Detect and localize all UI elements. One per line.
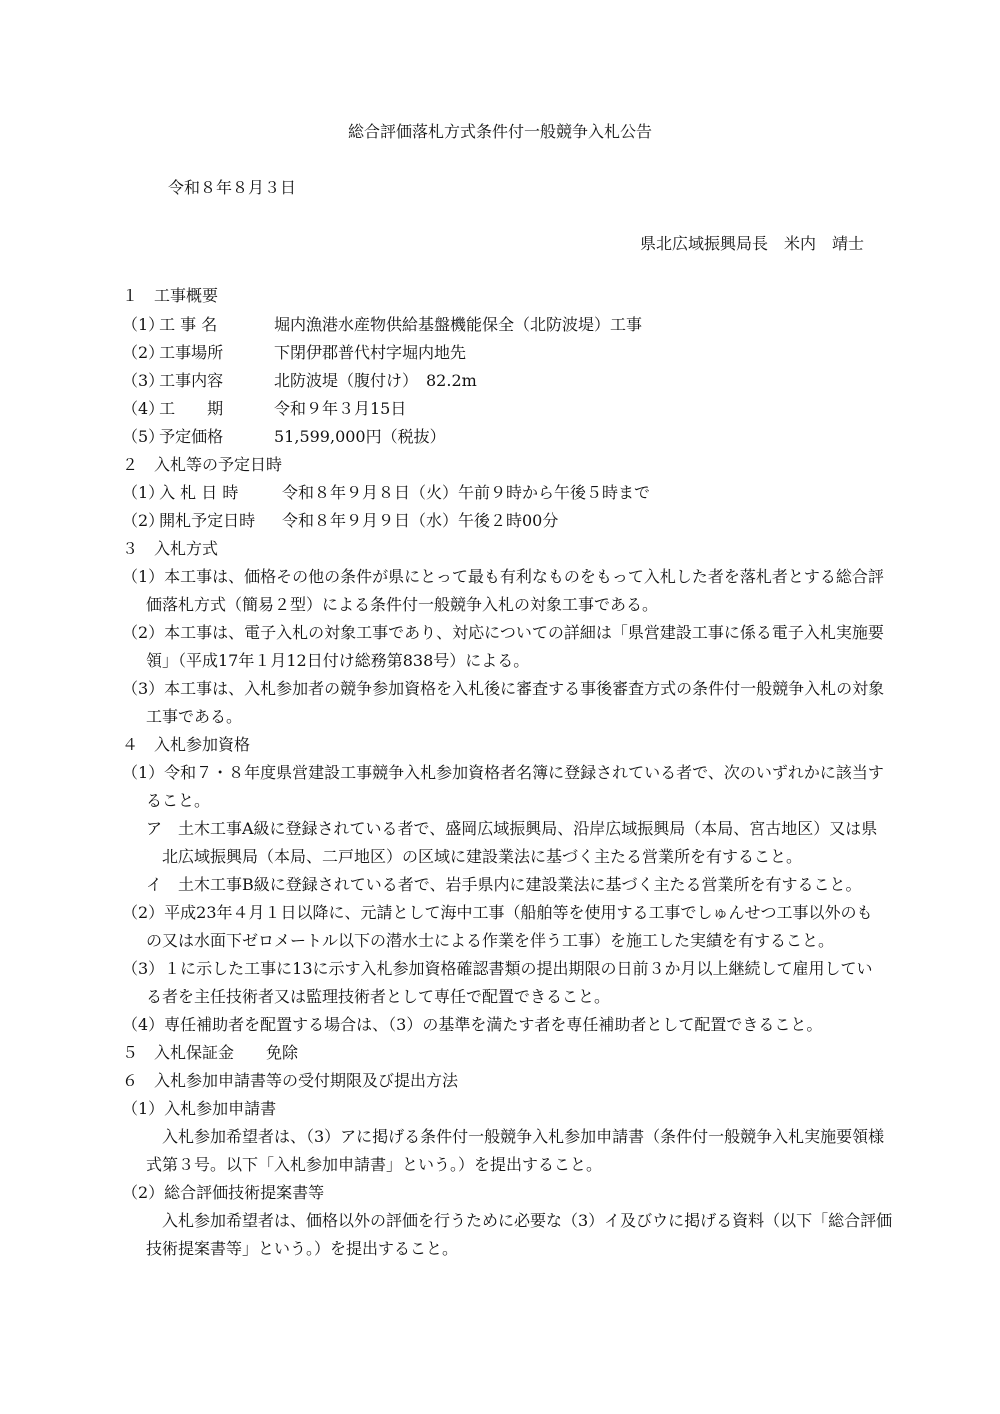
s3-para-3-line-2: 工事である。: [146, 707, 243, 726]
s4-para-3-line-2: る者を主任技術者又は監理技術者として専任で配置できること。: [146, 987, 611, 1006]
s3-para-2-line-1: （2）本工事は、電子入札の対象工事であり、対応についての詳細は「県営建設工事に係る電子入札実施要: [122, 623, 884, 642]
s1-item-5: [122, 427, 882, 447]
item-label: 開札予定日時: [159, 511, 256, 530]
item-label: 工事場所: [159, 343, 224, 362]
item-label: 予定価格: [159, 427, 224, 446]
document-title: 総合評価落札方式条件付一般競争入札公告: [347, 122, 652, 141]
item-label: 工 事 名: [159, 315, 218, 334]
s4-para-3-line-1: （3）１に示した工事に13に示す入札参加資格確認書類の提出期限の日前３か月以上継続して雇用してい: [122, 959, 873, 978]
s3-para-2-line-2: 領」（平成17年１月12日付け総務第838号）による。: [146, 651, 530, 670]
s4-sub-i: イ 土木工事B級に登録されている者で、岩手県内に建設業法に基づく主たる営業所を有すること。: [146, 875, 862, 894]
item-value: 北防波堤（腹付け） 82.2m: [274, 371, 477, 390]
section-3-heading: ３ 入札方式: [122, 539, 219, 558]
s4-para-1-line-1: （1）令和７・８年度県営建設工事競争入札参加資格者名簿に登録されている者で、次のいずれかに該当す: [122, 763, 884, 782]
item-value: 令和８年９月８日（火）午前９時から午後５時まで: [282, 483, 651, 502]
item-number: （5）: [122, 427, 165, 446]
item-value: 令和８年９月９日（水）午後２時00分: [282, 511, 559, 530]
item-label: 工 期: [159, 399, 224, 418]
item-value: 令和９年３月15日: [274, 399, 407, 418]
s4-para-2-line-1: （2）平成23年４月１日以降に、元請として海中工事（船舶等を使用する工事でしゅんせつ工事以外のも: [122, 903, 873, 922]
item-label: 工事内容: [159, 371, 224, 390]
s1-item-3: [122, 371, 882, 391]
s1-item-4: [122, 399, 882, 419]
item-label: 入 札 日 時: [159, 483, 239, 502]
s1-item-1: [122, 315, 882, 335]
item-value: 51,599,000円（税抜）: [274, 427, 446, 446]
item-number: （1）: [122, 483, 165, 502]
s2-item-1: [122, 483, 882, 503]
section-4-heading: ４ 入札参加資格: [122, 735, 251, 754]
s4-para-2-line-2: の又は水面下ゼロメートル以下の潜水士による作業を伴う工事）を施工した実績を有すること。: [146, 931, 835, 950]
s4-para-1-line-2: ること。: [146, 791, 211, 810]
section-1-heading: １ 工事概要: [122, 286, 219, 305]
s4-sub-a-line-1: ア 土木工事A級に登録されている者で、盛岡広域振興局、沿岸広域振興局（本局、宮古地区）又は県: [146, 819, 878, 838]
issuer-name: 県北広域振興局長 米内 靖士: [639, 234, 864, 253]
s3-para-1-line-1: （1）本工事は、価格その他の条件が県にとって最も有利なものをもって入札した者を落札者とする総合評: [122, 567, 884, 586]
s6-sub-2-heading: （2）総合評価技術提案書等: [122, 1183, 325, 1202]
s3-para-1-line-2: 価落札方式（簡易２型）による条件付一般競争入札の対象工事である。: [146, 595, 659, 614]
s2-item-2: [122, 511, 882, 531]
s6-sub-1-line-1: 入札参加希望者は、（3）アに掲げる条件付一般競争入札参加申請書（条件付一般競争入札実施要領様: [162, 1127, 885, 1146]
item-number: （1）: [122, 315, 165, 334]
section-5-heading: ５ 入札保証金 免除: [122, 1043, 299, 1062]
section-6-heading: ６ 入札参加申請書等の受付期限及び提出方法: [122, 1071, 459, 1090]
s1-item-2: [122, 343, 882, 363]
item-number: （4）: [122, 399, 165, 418]
item-number: （2）: [122, 343, 165, 362]
item-number: （3）: [122, 371, 165, 390]
s6-sub-2-line-2: 技術提案書等」という。）を提出すること。: [146, 1239, 459, 1258]
item-number: （2）: [122, 511, 165, 530]
s4-sub-a-line-2: 北広域振興局（本局、二戸地区）の区域に建設業法に基づく主たる営業所を有すること。: [162, 847, 803, 866]
notice-date: 令和８年８月３日: [168, 178, 297, 197]
s6-sub-1-line-2: 式第３号。以下「入札参加申請書」という。）を提出すること。: [146, 1155, 603, 1174]
s6-sub-1-heading: （1）入札参加申請書: [122, 1099, 277, 1118]
item-value: 堀内漁港水産物供給基盤機能保全（北防波堤）工事: [274, 315, 643, 334]
s6-sub-2-line-1: 入札参加希望者は、価格以外の評価を行うために必要な（3）イ及びウに掲げる資料（以下「総合評価: [162, 1211, 893, 1230]
section-2-heading: ２ 入札等の予定日時: [122, 455, 283, 474]
s3-para-3-line-1: （3）本工事は、入札参加者の競争参加資格を入札後に審査する事後審査方式の条件付一般競争入札の対象: [122, 679, 885, 698]
item-value: 下閉伊郡普代村字堀内地先: [274, 343, 467, 362]
s4-para-4: （4）専任補助者を配置する場合は、（3）の基準を満たす者を専任補助者として配置できること。: [122, 1015, 823, 1034]
